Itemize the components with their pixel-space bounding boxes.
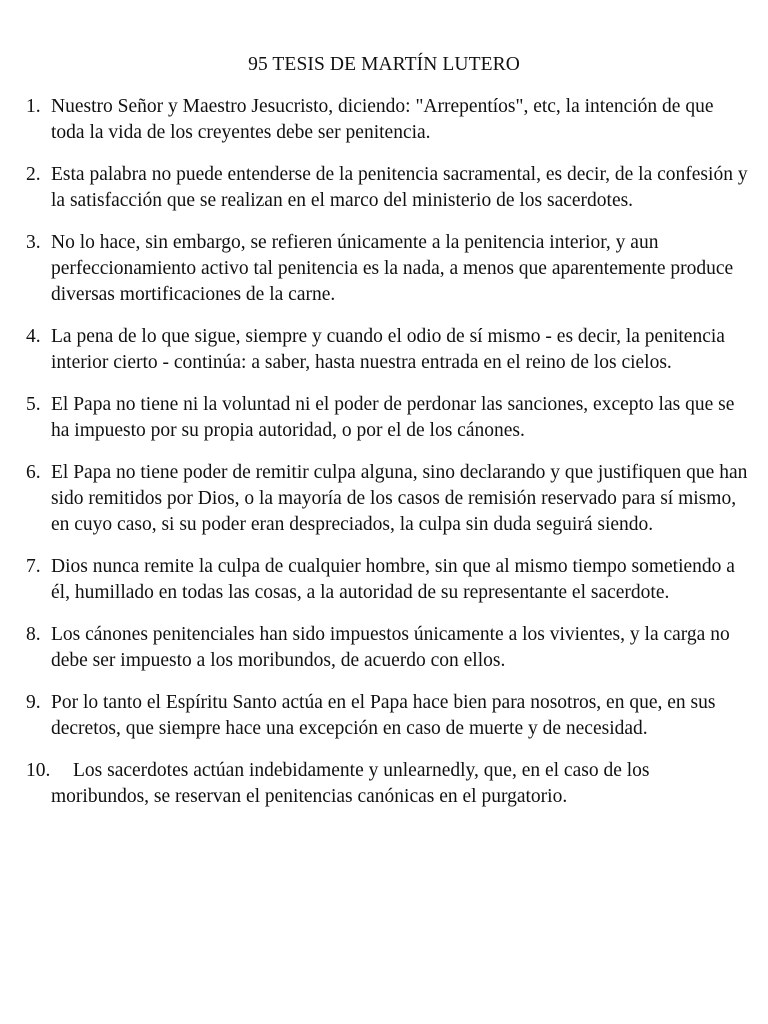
thesis-item [26,690,748,742]
thesis-item [26,324,748,376]
thesis-text: La pena de lo que sigue, siempre y cuando el odio de sí mismo - es decir, la penitencia interior cierto - continúa: a saber, hasta nuestra entrada en el reino de los cielos. [51,326,725,373]
thesis-list [26,94,748,826]
thesis-number: 8. [26,624,41,645]
thesis-text: Por lo tanto el Espíritu Santo actúa en el Papa hace bien para nosotros, en que, en sus decretos, que siempre hace una excepción en caso de muerte y de necesidad. [51,692,716,739]
thesis-text: Nuestro Señor y Maestro Jesucristo, diciendo: "Arrepentíos", etc, la intención de que toda la vida de los creyentes debe ser penitencia. [51,96,714,143]
thesis-number: 5. [26,394,41,415]
thesis-text: Los cánones penitenciales han sido impuestos únicamente a los vivientes, y la carga no debe ser impuesto a los moribundos, de acuerdo con ellos. [51,624,730,671]
thesis-text: El Papa no tiene ni la voluntad ni el poder de perdonar las sanciones, excepto las que se ha impuesto por su propia autoridad, o por el de los cánones. [51,394,735,441]
thesis-text: El Papa no tiene poder de remitir culpa alguna, sino declarando y que justifiquen que han sido remitidos por Dios, o la mayoría de los casos de remisión reservado para sí mismo, en cuyo caso, si su poder eran despreciados, la culpa sin duda seguirá siendo. [51,462,748,535]
thesis-number: 4. [26,326,41,347]
thesis-item [26,392,748,444]
thesis-number: 7. [26,556,41,577]
thesis-number: 6. [26,462,41,483]
thesis-item [26,162,748,214]
thesis-number: 10. [26,760,51,781]
thesis-item [26,758,748,810]
thesis-number: 9. [26,692,41,713]
thesis-item [26,230,748,308]
thesis-text: Los sacerdotes actúan indebidamente y unlearnedly, que, en el caso de los moribundos, se reservan el penitencias canónicas en el purgatorio. [51,760,650,807]
thesis-item [26,622,748,674]
thesis-text: Esta palabra no puede entenderse de la penitencia sacramental, es decir, de la confesión y la satisfacción que se realizan en el marco del ministerio de los sacerdotes. [51,164,748,211]
thesis-item [26,94,748,146]
thesis-item [26,554,748,606]
thesis-number: 1. [26,96,41,117]
thesis-text: No lo hace, sin embargo, se refieren únicamente a la penitencia interior, y aun perfeccionamiento activo tal penitencia es la nada, a menos que aparentemente produce diversas mortificaciones de la carne. [51,232,734,305]
thesis-number: 3. [26,232,41,253]
thesis-text: Dios nunca remite la culpa de cualquier hombre, sin que al mismo tiempo sometiendo a él, humillado en todas las cosas, a la autoridad de su representante el sacerdote. [51,556,735,603]
thesis-number: 2. [26,164,41,185]
thesis-item [26,460,748,538]
document-title: 95 TESIS DE MARTÍN LUTERO [248,54,520,75]
